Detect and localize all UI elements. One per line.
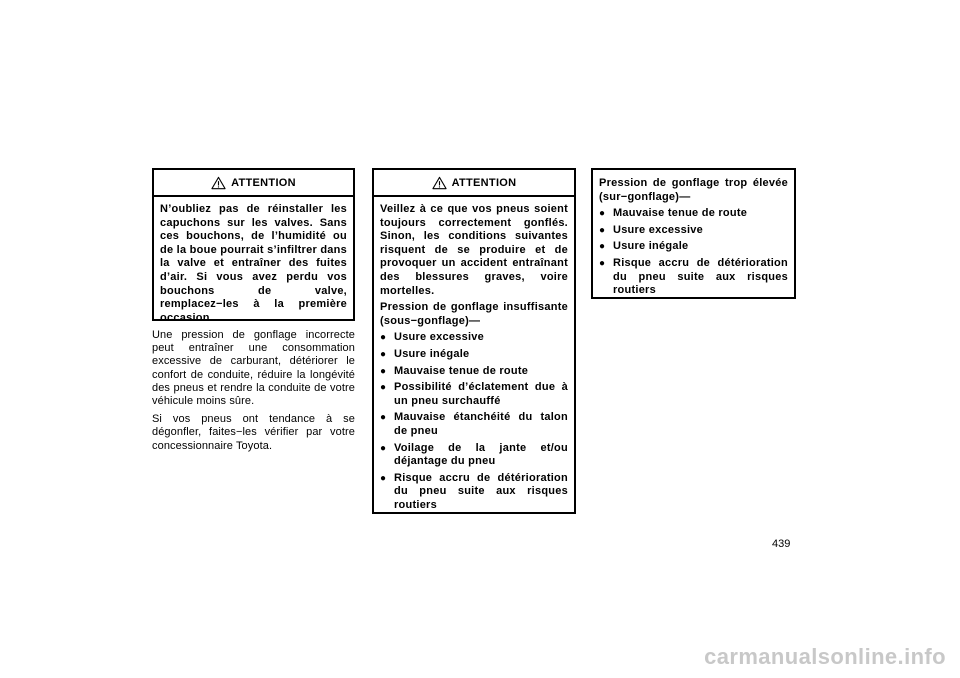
caution-box-overinflation — [591, 168, 796, 299]
body-paragraph: Une pression de gonflage incorrecte peut entraîner une consommation excessive de carburant, détériorer le confort de conduite, réduire la longévité des pneus et rendre la conduite de votre véhicule moins sûre. — [152, 329, 355, 408]
warning-triangle-icon — [432, 176, 447, 190]
list-item: ● Usure excessive — [380, 331, 568, 345]
list-item: ● Voilage de la jante et/ou déjantage du pneu — [380, 442, 568, 469]
list-item: ● Mauvaise étanchéité du talon de pneu — [380, 411, 568, 438]
list-item: ● Usure inégale — [380, 348, 568, 362]
list-item: ● Risque accru de détérioration du pneu suite aux risques routiers — [380, 472, 568, 513]
list-item: ● Usure inégale — [599, 240, 788, 254]
body-text — [152, 329, 355, 458]
warning-triangle-icon — [211, 176, 226, 190]
caution-header — [374, 170, 574, 197]
caution-intro: Veillez à ce que vos pneus soient toujours correctement gonflés. Sinon, les conditions suivantes risquent de se produire et de provoquer un accident entraînant des blessures graves, voire mortelles. — [380, 203, 568, 297]
bullet-list — [599, 207, 788, 298]
caution-title: ATTENTION — [231, 176, 296, 189]
caution-subheading: Pression de gonflage trop élevée (sur−gonflage)— — [599, 177, 788, 203]
caution-box-valve-caps — [152, 168, 355, 324]
watermark: carmanualsonline.info — [704, 644, 946, 669]
list-item: ● Usure excessive — [599, 224, 788, 238]
caution-box-underinflation — [372, 168, 576, 514]
bullet-list — [380, 331, 568, 512]
caution-title: ATTENTION — [451, 176, 517, 189]
caution-text: N’oubliez pas de réinstaller les capuchons sur les valves. Sans ces bouchons, de l’humidité ou de la boue pourrait s’infiltrer dans la valve et entraîner des fuites d’air. Si vous avez perdu vos bouchons de valve, remplacez−les à la première occasion. — [160, 203, 347, 324]
caution-header — [154, 170, 353, 197]
list-item: ● Possibilité d’éclatement due à un pneu surchauffé — [380, 381, 568, 408]
list-item: ● Risque accru de détérioration du pneu suite aux risques routiers — [599, 257, 788, 298]
body-paragraph: Si vos pneus ont tendance à se dégonfler, faites−les vérifier par votre concessionnaire Toyota. — [152, 413, 355, 452]
list-item: ● Mauvaise tenue de route — [380, 365, 568, 379]
page-number: 439 — [772, 538, 791, 550]
caution-subheading: Pression de gonflage insuffisante (sous−gonflage)— — [380, 301, 568, 327]
list-item: ● Mauvaise tenue de route — [599, 207, 788, 221]
